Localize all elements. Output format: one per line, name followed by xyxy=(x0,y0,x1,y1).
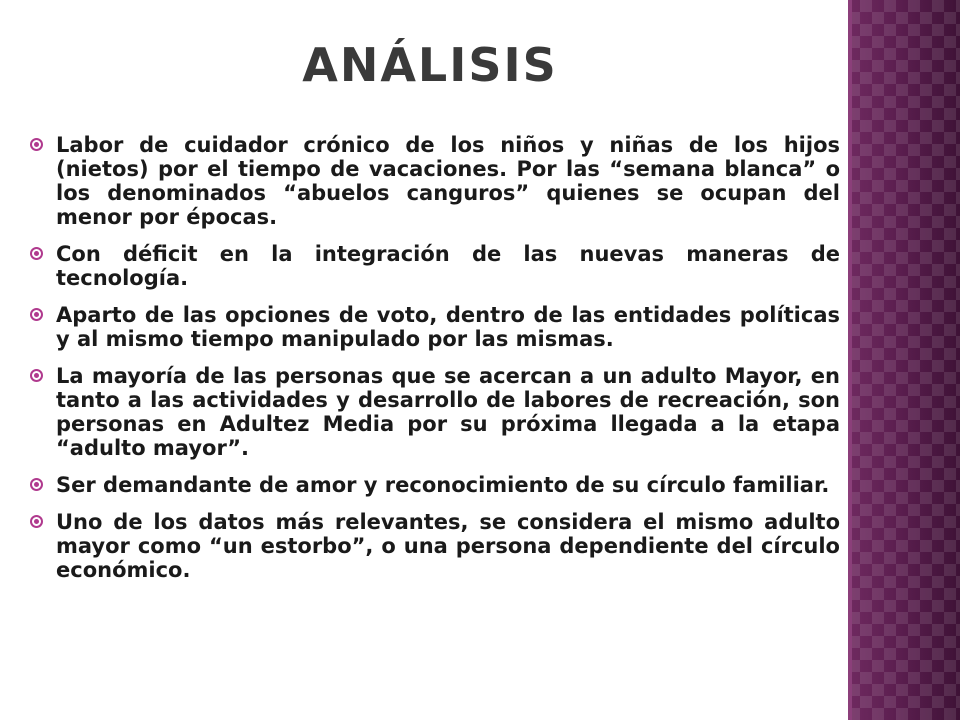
bullet-item xyxy=(30,510,840,582)
slide-title: ANÁLISIS xyxy=(302,38,558,92)
bullet-item xyxy=(30,473,840,497)
circle-dot-icon xyxy=(30,369,43,382)
bullet-text: Uno de los datos más relevantes, se considera el mismo adulto mayor como “un estorbo”, o una persona dependiente del círculo económico. xyxy=(56,510,840,582)
circle-dot-icon xyxy=(30,478,43,491)
bullet-text: Aparto de las opciones de voto, dentro de las entidades políticas y al mismo tiempo manipulado por las mismas. xyxy=(56,303,840,351)
bullet-item xyxy=(30,364,840,460)
bullet-item xyxy=(30,133,840,229)
circle-dot-icon xyxy=(30,308,43,321)
bullet-list xyxy=(30,133,840,595)
circle-dot-icon xyxy=(30,515,43,528)
bullet-text: La mayoría de las personas que se acercan a un adulto Mayor, en tanto a las actividades y desarrollo de labores de recreación, son personas en Adultez Media por su próxima llegada a la etapa “adulto mayor”. xyxy=(56,364,840,460)
bullet-item xyxy=(30,303,840,351)
bullet-item xyxy=(30,242,840,290)
circle-dot-icon xyxy=(30,138,43,151)
bullet-text: Con déficit en la integración de las nuevas maneras de tecnología. xyxy=(56,242,840,290)
circle-dot-icon xyxy=(30,247,43,260)
bullet-text: Labor de cuidador crónico de los niños y niñas de los hijos (nietos) por el tiempo de vacaciones. Por las “semana blanca” o los denominados “abuelos canguros” quienes se ocupan del menor por épocas. xyxy=(56,133,840,229)
decorative-side-band xyxy=(848,0,960,720)
bullet-text: Ser demandante de amor y reconocimiento de su círculo familiar. xyxy=(56,473,830,497)
